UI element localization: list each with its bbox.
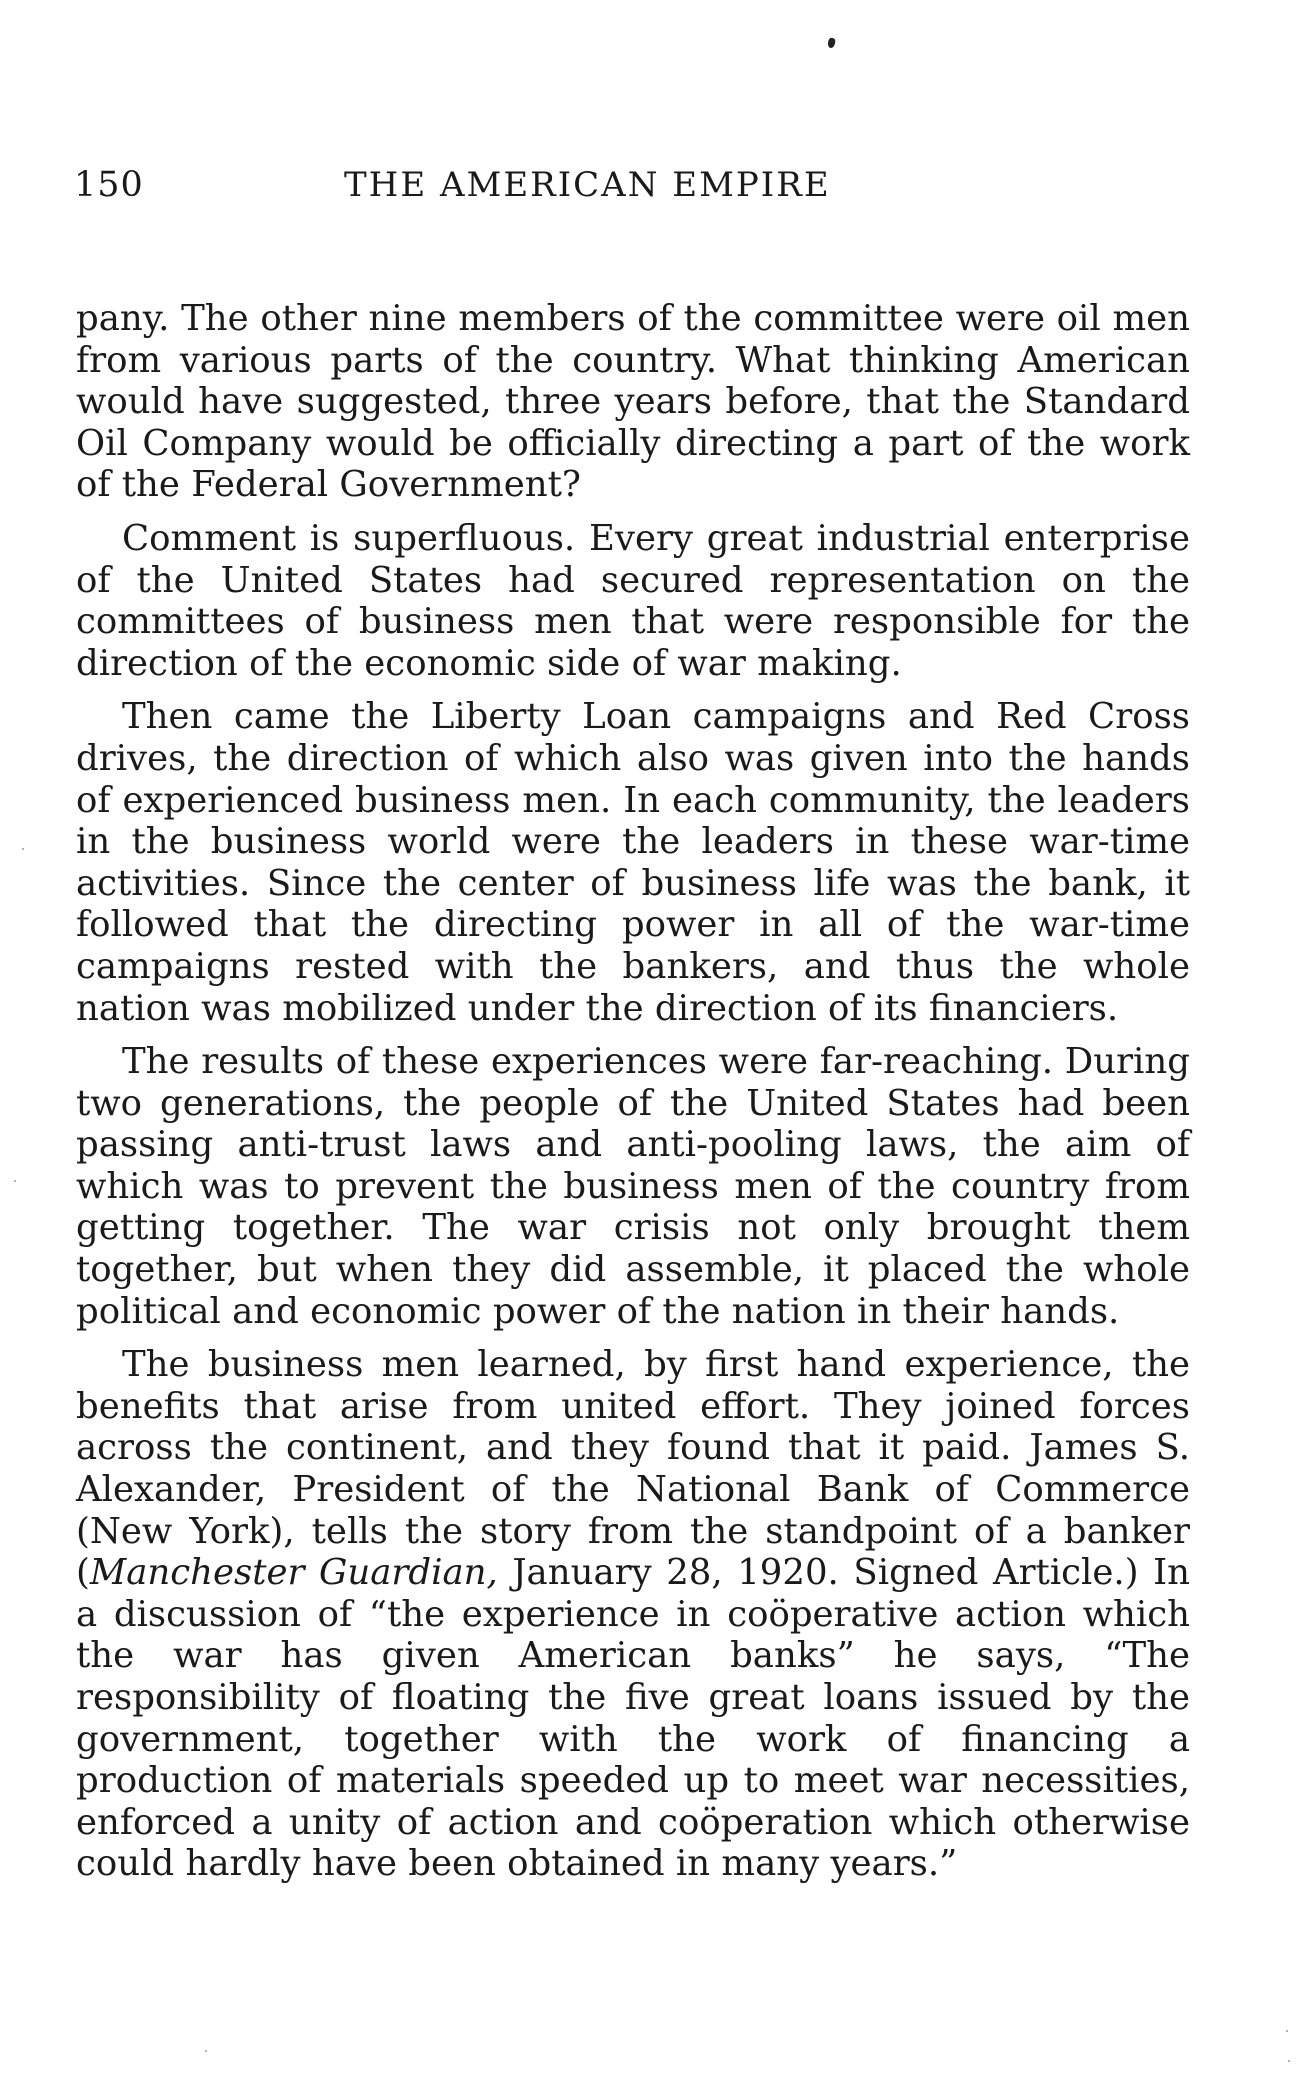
paper-speck bbox=[14, 1180, 16, 1182]
citation-title: Manchester Guardian, bbox=[89, 1552, 498, 1594]
page-number: 150 bbox=[74, 165, 144, 205]
ink-speck bbox=[827, 37, 836, 48]
paper-speck bbox=[1288, 2060, 1290, 2062]
page-header bbox=[74, 165, 1194, 225]
body-text bbox=[76, 298, 1190, 1897]
paragraph-comment: Comment is superfluous. Every great industrial enterprise of the United States had secured representation on the committees of business men that were responsible for the direction of the economic side of war making. bbox=[76, 517, 1190, 684]
paragraph-liberty-loan: Then came the Liberty Loan campaigns and Red Cross drives, the direction of which also was given into the hands of experienced business men. In each community, the leaders in the business world were the leaders in these war-time activities. Since the center of business life was the bank, it followed that the directing power in all of the war-time campaigns rested with the bankers, and thus the whole nation was mobilized under the direction of its financiers. bbox=[76, 696, 1190, 1029]
paragraph-text-after-citation: January 28, 1920. Signed Article.) In a discussion of “the experience in coöperative action which the war has given American banks” he says, “The responsibility of floating the five great loans issued by the government, together with the work of financing a production of materials speeded up to meet war necessities, enforced a unity of action and coöperation which otherwise could hardly have been obtained in many years.” bbox=[76, 1552, 1190, 1885]
paper-speck bbox=[22, 848, 24, 850]
paper-speck bbox=[205, 2050, 207, 2052]
paper-speck bbox=[1286, 2030, 1288, 2032]
paragraph-continuation: pany. The other nine members of the committee were oil men from various parts of the country. What thinking American would have suggested, three years before, that the Standard Oil Company would be officially directing a part of the work of the Federal Government? bbox=[76, 298, 1190, 506]
paragraph-results: The results of these experiences were far-reaching. During two generations, the people of the United States had been passing anti-trust laws and anti-pooling laws, the aim of which was to prevent the business men of the country from getting together. The war crisis not only brought them together, but when they did assemble, it placed the whole political and economic power of the nation in their hands. bbox=[76, 1041, 1190, 1332]
paragraph-business-men bbox=[76, 1344, 1190, 1885]
paragraph-text-before-citation: The business men learned, by first hand experience, the benefits that arise from united effort. They joined forces across the continent, and they found that it paid. James S. Alexander, President of the National Bank of Commerce (New York), tells the story from the standpoint of a banker ( bbox=[76, 1344, 1190, 1594]
running-title: THE AMERICAN EMPIRE bbox=[344, 165, 831, 205]
